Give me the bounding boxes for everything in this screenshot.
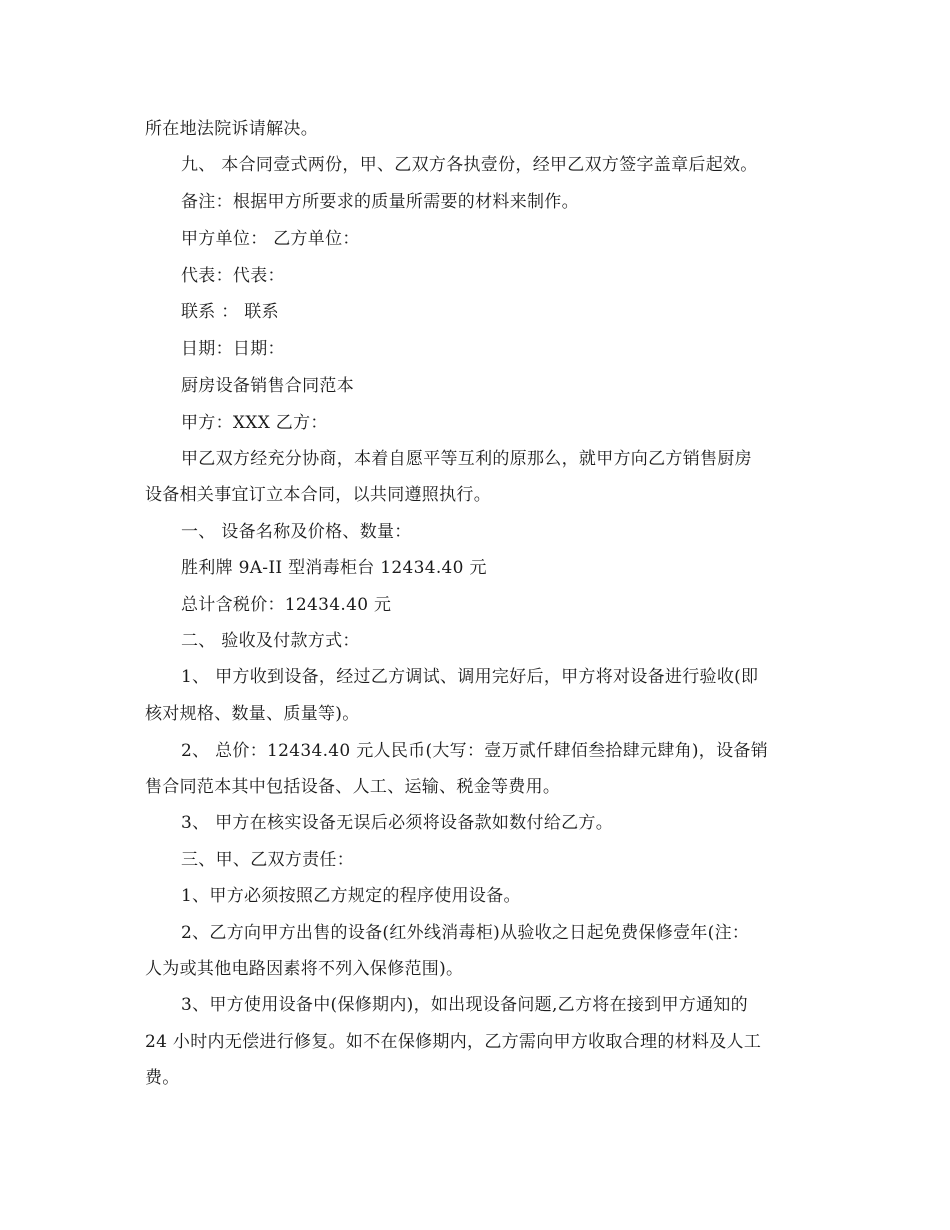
- section-title: 厨房设备销售合同范本: [181, 376, 354, 396]
- paragraph-line: 日期：日期：: [181, 339, 285, 359]
- paragraph-line: 甲方单位： 乙方单位：: [181, 229, 360, 249]
- paragraph-line: 二、 验收及付款方式：: [181, 631, 360, 651]
- paragraph-line: 人为或其他电路因素将不列入保修范围)。: [145, 959, 464, 979]
- paragraph-line: 1、 甲方收到设备，经过乙方调试、调用完好后，甲方将对设备进行验收(即: [181, 667, 759, 687]
- paragraph-line: 一、 设备名称及价格、数量：: [181, 522, 412, 542]
- paragraph-line: 3、 甲方在核实设备无误后必须将设备款如数付给乙方。: [181, 813, 614, 833]
- paragraph-line: 核对规格、数量、质量等)。: [145, 704, 360, 724]
- paragraph-line: 备注：根据甲方所要求的质量所需要的材料来制作。: [181, 192, 579, 212]
- paragraph-line: 甲乙双方经充分协商，本着自愿平等互利的原那么，就甲方向乙方销售厨房: [181, 449, 752, 469]
- paragraph-line: 1、甲方必须按照乙方规定的程序使用设备。: [181, 886, 521, 906]
- paragraph-line: 九、 本合同壹式两份，甲、乙双方各执壹份，经甲乙双方签字盖章后起效。: [181, 155, 758, 175]
- paragraph-line: 代表：代表：: [181, 266, 285, 286]
- paragraph-line: 2、 总价：12434.40 元人民币(大写：壹万贰仟肆佰叁拾肆元肆角)，设备销: [181, 741, 769, 761]
- paragraph-line: 24 小时内无偿进行修复。如不在保修期内，乙方需向甲方收取合理的材料及人工: [145, 1032, 762, 1052]
- paragraph-line: 3、甲方使用设备中(保修期内)，如出现设备问题,乙方将在接到甲方通知的: [181, 995, 748, 1015]
- paragraph-line: 联系 ： 联系: [181, 302, 279, 322]
- paragraph-line: 总计含税价：12434.40 元: [181, 595, 392, 615]
- paragraph-line: 所在地法院诉请解决。: [145, 119, 318, 139]
- paragraph-line: 甲方：XXX 乙方：: [181, 413, 328, 433]
- paragraph-line: 费。: [145, 1068, 180, 1088]
- paragraph-line: 胜利牌 9A-II 型消毒柜台 12434.40 元: [181, 558, 487, 578]
- paragraph-line: 2、乙方向甲方出售的设备(红外线消毒柜)从验收之日起免费保修壹年(注：: [181, 923, 750, 943]
- paragraph-line: 三、甲、乙双方责任：: [181, 850, 354, 870]
- paragraph-line: 售合同范本其中包括设备、人工、运输、税金等费用。: [145, 777, 561, 797]
- paragraph-line: 设备相关事宜订立本合同，以共同遵照执行。: [145, 485, 491, 505]
